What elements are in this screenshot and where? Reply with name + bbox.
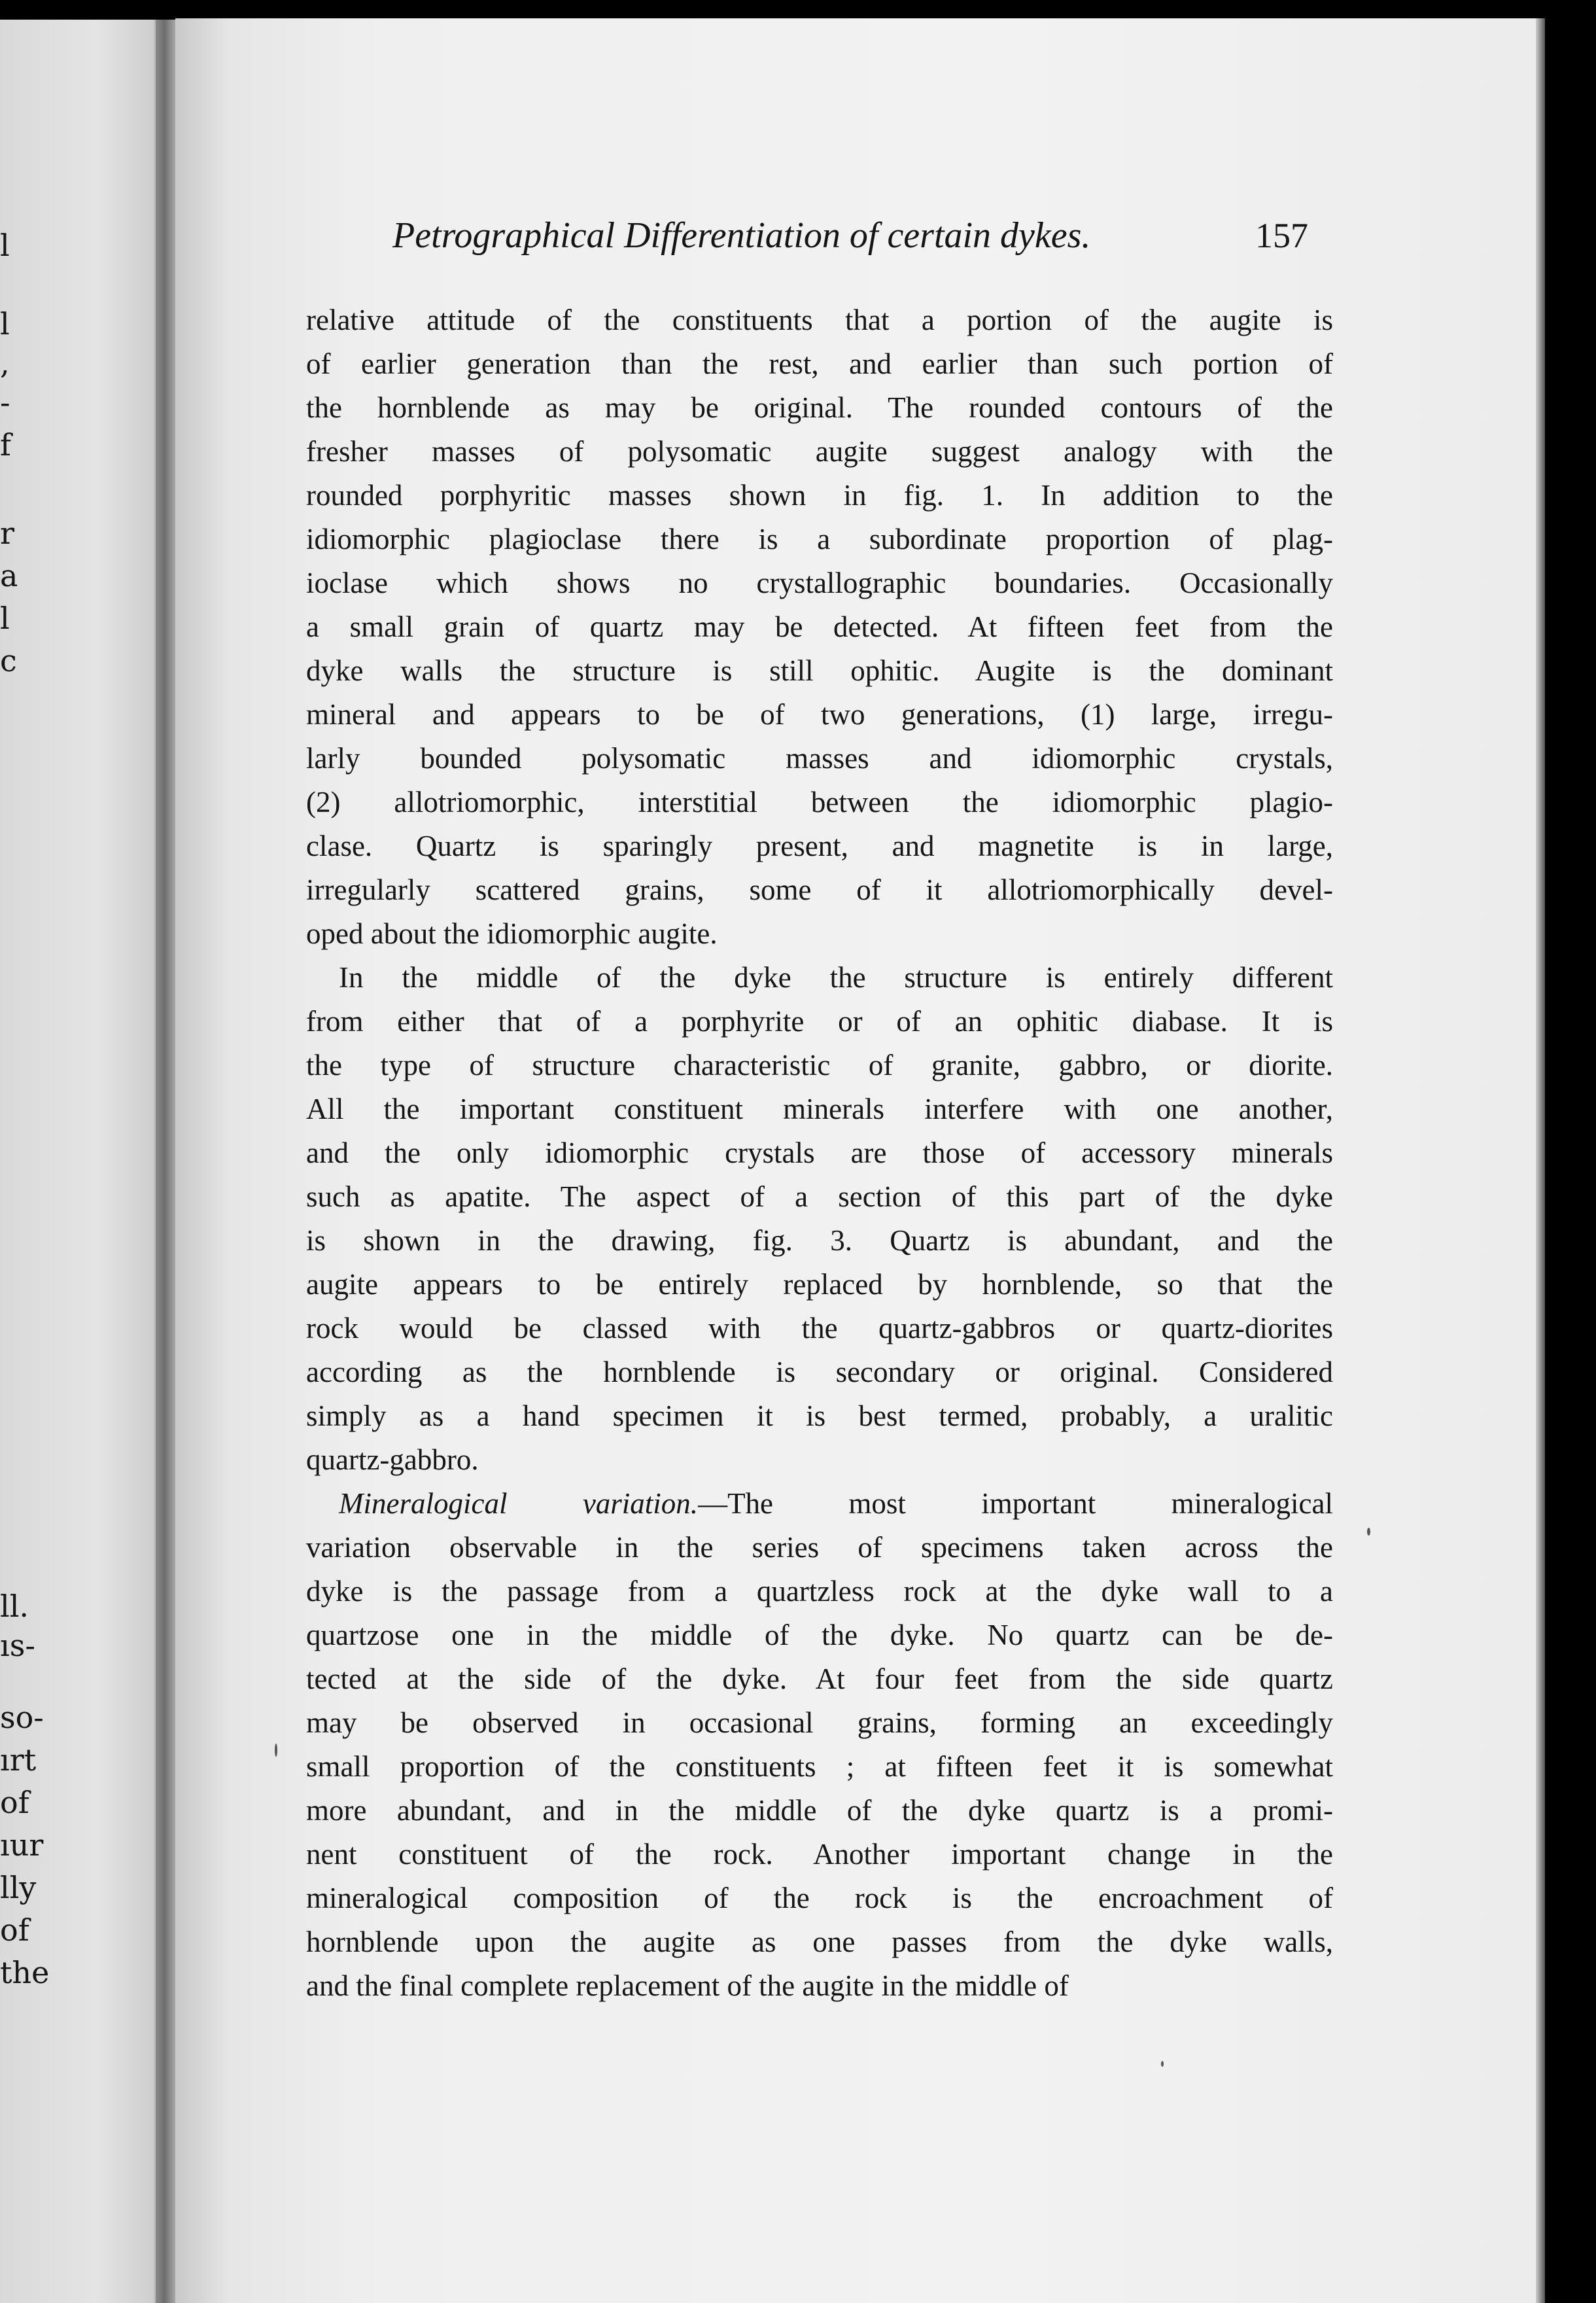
text-line: from either that of a porphyrite or of an ophitic diabase. It is: [306, 1005, 1333, 1038]
text-line: irregularly scattered grains, some of it allotriomorphically devel-: [306, 873, 1333, 906]
text-line: hornblende upon the augite as one passes from the dyke walls,: [306, 1925, 1333, 1958]
facing-page-fragment: lly: [0, 1870, 37, 1905]
facing-page-fragment: ırt: [0, 1742, 37, 1778]
text-line: the type of structure characteristic of granite, gabbro, or diorite.: [306, 1049, 1333, 1081]
facing-page-fragment: ıs-: [0, 1628, 35, 1663]
facing-page-fragment: c: [0, 643, 17, 678]
text-line: and the final complete replacement of the augite in the middle of: [306, 1969, 1069, 2002]
paragraph: [306, 298, 1333, 956]
text-line: larly bounded polysomatic masses and idiomorphic crystals,: [306, 742, 1333, 775]
scan-speck: [275, 1744, 277, 1757]
text-line: In the middle of the dyke the structure is entirely different: [339, 961, 1333, 994]
text-line: oped about the idiomorphic augite.: [306, 917, 718, 950]
running-title: Petrographical Differentiation of certain dykes.: [392, 215, 1091, 256]
paragraph: [306, 956, 1333, 1482]
text-line: is shown in the drawing, fig. 3. Quartz is abundant, and the: [306, 1224, 1333, 1257]
facing-page-fragment: so-: [0, 1700, 44, 1735]
text-line: [306, 1482, 1333, 1526]
text-line: idiomorphic plagioclase there is a subordinate proportion of plag-: [306, 523, 1333, 555]
text-line: dyke walls the structure is still ophitic. Augite is the dominant: [306, 654, 1333, 687]
page-right-edge: [1536, 18, 1545, 2303]
text-line: and the only idiomorphic crystals are those of accessory minerals: [306, 1136, 1333, 1169]
text-line: (2) allotriomorphic, interstitial between the idiomorphic plagio-: [306, 786, 1333, 818]
text-line: simply as a hand specimen it is best termed, probably, a uralitic: [306, 1399, 1333, 1432]
facing-page-edge: [0, 20, 160, 2303]
text-line: fresher masses of polysomatic augite suggest analogy with the: [306, 435, 1333, 468]
body-text: [306, 298, 1333, 2008]
text-line: quartzose one in the middle of the dyke. No quartz can be de-: [306, 1619, 1333, 1651]
facing-page-fragment: ,: [0, 345, 10, 381]
section-lead-heading: Mineralogical variation.: [339, 1487, 699, 1520]
text-line: rock would be classed with the quartz-gabbros or quartz-diorites: [306, 1312, 1333, 1345]
text-line: small proportion of the constituents ; at fifteen feet it is somewhat: [306, 1750, 1333, 1783]
text-line: more abundant, and in the middle of the dyke quartz is a promi-: [306, 1794, 1333, 1827]
line-text: —The most important mineralogical: [698, 1487, 1333, 1520]
facing-page-fragment: of: [0, 1912, 29, 1948]
text-line: tected at the side of the dyke. At four feet from the side quartz: [306, 1662, 1333, 1695]
facing-page-fragment: of: [0, 1785, 29, 1820]
facing-page-fragment: a: [0, 558, 18, 593]
facing-page-fragment: ıur: [0, 1827, 44, 1863]
text-line: quartz-gabbro.: [306, 1443, 479, 1476]
text-line: mineral and appears to be of two generations, (1) large, irregu-: [306, 698, 1333, 731]
text-line: such as apatite. The aspect of a section of this part of the dyke: [306, 1180, 1333, 1213]
text-line: of earlier generation than the rest, and earlier than such portion of: [306, 347, 1333, 380]
text-line: All the important constituent minerals interfere with one another,: [306, 1093, 1333, 1125]
page-number: 157: [1255, 216, 1308, 255]
text-line: may be observed in occasional grains, forming an exceedingly: [306, 1706, 1333, 1739]
text-line: a small grain of quartz may be detected. At fifteen feet from the: [306, 610, 1333, 643]
text-line: relative attitude of the constituents that a portion of the augite is: [306, 304, 1333, 336]
text-line: augite appears to be entirely replaced by hornblende, so that the: [306, 1268, 1333, 1301]
facing-page-fragment: l: [0, 306, 10, 342]
text-line: nent constituent of the rock. Another important change in the: [306, 1838, 1333, 1871]
text-line: according as the hornblende is secondary or original. Considered: [306, 1356, 1333, 1388]
text-line: dyke is the passage from a quartzless rock at the dyke wall to a: [306, 1575, 1333, 1608]
book-gutter: [156, 20, 178, 2303]
text-line: rounded porphyritic masses shown in fig. 1. In addition to the: [306, 479, 1333, 512]
text-line: variation observable in the series of specimens taken across the: [306, 1531, 1333, 1564]
scan-speck: [1367, 1528, 1370, 1536]
facing-page-fragment: r: [0, 516, 14, 551]
scan-speck: [1161, 2061, 1164, 2067]
running-header: [392, 216, 1308, 255]
text-line: clase. Quartz is sparingly present, and magnetite is in large,: [306, 830, 1333, 862]
facing-page-fragment: -: [0, 385, 10, 420]
facing-page-fragment: f: [0, 427, 12, 463]
facing-page-fragment: ll.: [0, 1589, 29, 1624]
text-line: the hornblende as may be original. The rounded contours of the: [306, 391, 1333, 424]
facing-page-fragment: the: [0, 1955, 50, 1990]
paragraph: [306, 1482, 1333, 2008]
text-line: ioclase which shows no crystallographic boundaries. Occasionally: [306, 567, 1333, 599]
facing-page-fragment: l: [0, 228, 10, 263]
facing-page-fragment: l: [0, 601, 10, 636]
text-line: mineralogical composition of the rock is the encroachment of: [306, 1882, 1333, 1914]
